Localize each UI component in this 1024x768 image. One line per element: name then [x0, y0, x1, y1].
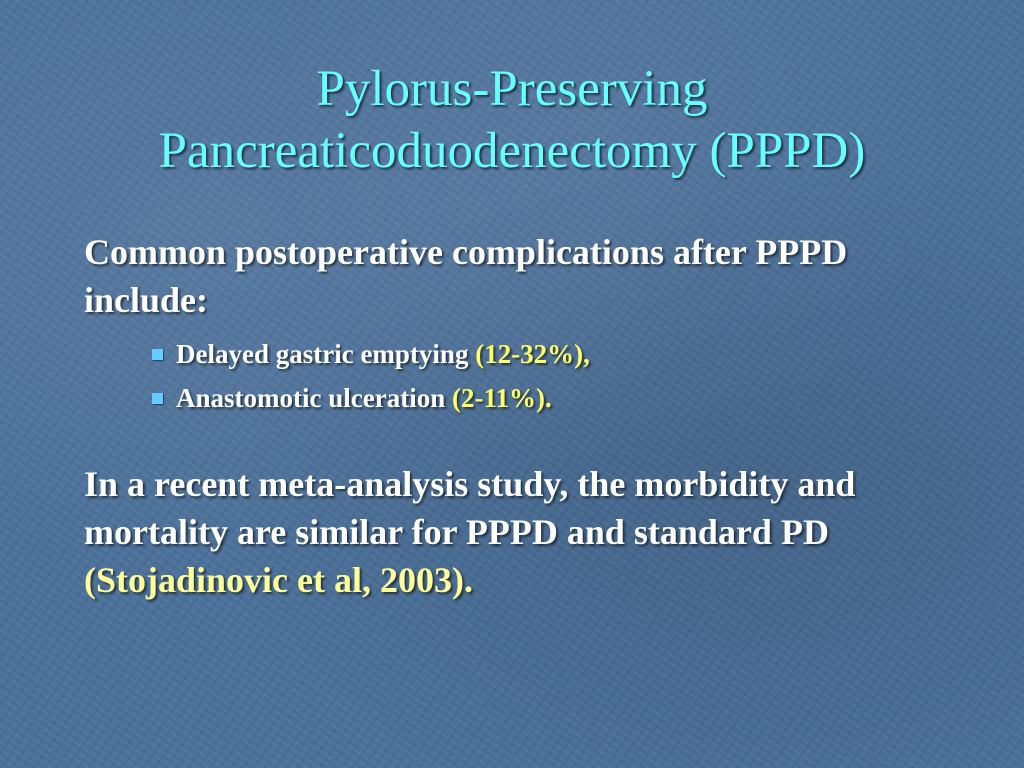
- complications-list: [152, 332, 590, 420]
- bullet-text: Anastomotic ulceration: [176, 383, 452, 413]
- title-line-1: Pylorus-Preserving: [316, 61, 708, 117]
- meta-analysis-text: In a recent meta-analysis study, the morbidity and mortality are similar for PPPD and standard PD: [84, 464, 856, 552]
- list-item-delayed-gastric-emptying: [152, 332, 590, 376]
- citation: (Stojadinovic et al, 2003).: [84, 560, 473, 600]
- list-item-anastomotic-ulceration: [152, 376, 590, 420]
- intro-paragraph: Common postoperative complications after PPPD include:: [84, 232, 848, 320]
- meta-analysis-paragraph: [84, 460, 944, 604]
- bullet-text: Delayed gastric emptying: [176, 339, 476, 369]
- bullet-percentage: (12-32%),: [475, 339, 590, 369]
- square-bullet-icon: [152, 393, 163, 404]
- bullet-percentage: (2-11%).: [451, 383, 552, 413]
- title-line-2: Pancreaticoduodenectomy (PPPD): [158, 123, 866, 179]
- slide-title: [40, 58, 984, 182]
- square-bullet-icon: [152, 349, 163, 360]
